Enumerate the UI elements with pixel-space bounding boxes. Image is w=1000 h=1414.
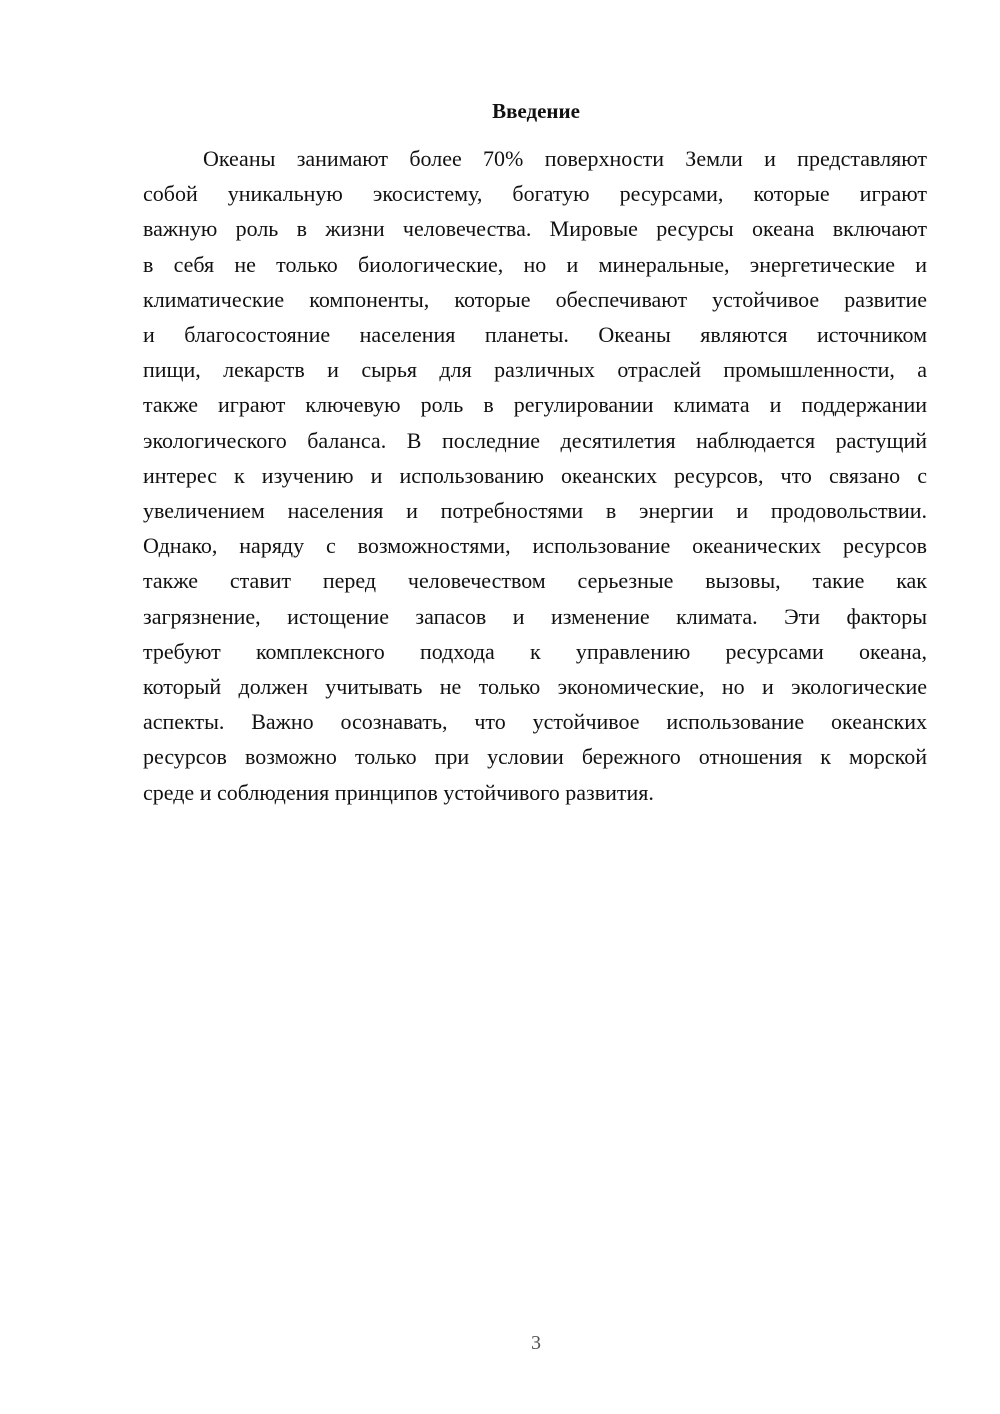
paragraph-line: экологического баланса. В последние десятилетия наблюдается растущий bbox=[143, 427, 927, 453]
paragraph-line: также играют ключевую роль в регулировании климата и поддержании bbox=[143, 392, 927, 418]
paragraph-line: загрязнение, истощение запасов и изменение климата. Эти факторы bbox=[143, 603, 927, 629]
paragraph-line: в себя не только биологические, но и минеральные, энергетические и bbox=[143, 251, 927, 277]
paragraph-line: пищи, лекарств и сырья для различных отраслей промышленности, а bbox=[143, 357, 927, 383]
paragraph-line: аспекты. Важно осознавать, что устойчивое использование океанских bbox=[143, 709, 927, 735]
paragraph-line: и благосостояние населения планеты. Океаны являются источником bbox=[143, 322, 927, 348]
paragraph-line: Океаны занимают более 70% поверхности Земли и представляют bbox=[203, 146, 927, 171]
paragraph-line: который должен учитывать не только экономические, но и экологические bbox=[143, 674, 927, 700]
section-title: Введение bbox=[492, 99, 580, 123]
paragraph-line: также ставит перед человечеством серьезные вызовы, такие как bbox=[143, 568, 927, 594]
paragraph-line: среде и соблюдения принципов устойчивого развития. bbox=[143, 779, 654, 805]
paragraph-line: увеличением населения и потребностями в энергии и продовольствии. bbox=[143, 498, 927, 524]
paragraph-line: требуют комплексного подхода к управлению ресурсами океана, bbox=[143, 638, 927, 664]
paragraph-line: Однако, наряду с возможностями, использование океанических ресурсов bbox=[143, 533, 927, 559]
paragraph-line: климатические компоненты, которые обеспечивают устойчивое развитие bbox=[143, 286, 927, 312]
page-number: 3 bbox=[531, 1332, 541, 1354]
paragraph-line: ресурсов возможно только при условии бережного отношения к морской bbox=[143, 744, 927, 770]
paragraph-line: важную роль в жизни человечества. Мировые ресурсы океана включают bbox=[143, 216, 927, 242]
paragraph-line: интерес к изучению и использованию океанских ресурсов, что связано с bbox=[143, 462, 927, 488]
intro-paragraph bbox=[143, 141, 927, 810]
paragraph-line: собой уникальную экосистему, богатую ресурсами, которые играют bbox=[143, 181, 927, 207]
